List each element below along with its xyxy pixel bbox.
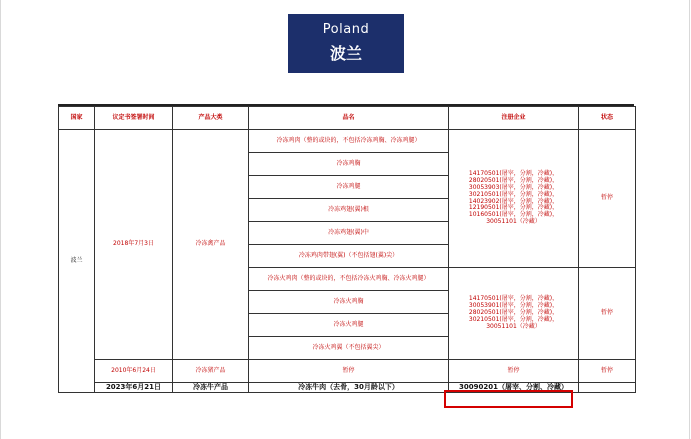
product-cell: 冷冻鸡肉（整的或块的，不包括冷冻鸡胸、冷冻鸡腿） xyxy=(249,130,449,153)
enterprise-line: 28020501(屠宰，分割，冷藏)， xyxy=(468,309,559,317)
product-cell: 冷冻鸡胸 xyxy=(249,153,449,176)
country-cell: 波兰 xyxy=(59,130,95,393)
enterprise-cell: 30090201（屠宰、分割、冷藏） xyxy=(449,383,579,393)
category-cell: 冷冻猪产品 xyxy=(173,360,249,383)
table-row xyxy=(59,130,636,153)
header-country: 国家 xyxy=(59,107,95,130)
sign-date-cell: 2018年7月3日 xyxy=(95,130,173,360)
category-cell: 冷冻牛产品 xyxy=(173,383,249,393)
header-product: 品名 xyxy=(249,107,449,130)
enterprise-line: 14023902(屠宰，分割，冷藏)， xyxy=(468,197,559,205)
enterprise-line: 30053903(屠宰，分割，冷藏)， xyxy=(468,183,559,191)
status-cell: 暂停 xyxy=(579,360,636,383)
enterprise-line: 30051101（冷藏） xyxy=(486,322,541,330)
product-cell: 暂停 xyxy=(249,360,449,383)
sign-date-cell: 2023年6月21日 xyxy=(95,383,173,393)
header-enterprise: 注册企业 xyxy=(449,107,579,130)
status-cell: 暂停 xyxy=(579,130,636,268)
page-border-left xyxy=(0,0,1,439)
page-border-right xyxy=(689,0,690,439)
status-cell xyxy=(579,383,636,393)
product-cell: 冷冻牛肉（去骨，30月龄以下） xyxy=(249,383,449,393)
enterprise-line: 30051101（冷藏） xyxy=(486,218,541,226)
product-cell: 冷冻鸡肉带翅(翼)（不包括翅(翼)尖） xyxy=(249,245,449,268)
header-category: 产品大类 xyxy=(173,107,249,130)
banner-chinese-title: 波兰 xyxy=(329,44,362,63)
table-row xyxy=(59,360,636,383)
banner-english-title: Poland xyxy=(322,22,370,37)
country-banner xyxy=(288,14,404,73)
product-cell: 冷冻鸡翅(翼)根 xyxy=(249,199,449,222)
enterprise-cell: 暂停 xyxy=(449,360,579,383)
enterprise-line: 30210501(屠宰，分割，冷藏)， xyxy=(468,315,559,323)
enterprise-line: 10160501(屠宰，分割，冷藏)， xyxy=(468,211,559,219)
enterprise-line: 28020501(屠宰，分割，冷藏)， xyxy=(468,176,559,184)
enterprise-line: 30053901(屠宰，分割，冷藏)， xyxy=(468,302,559,310)
enterprise-cell xyxy=(449,268,579,360)
highlight-box xyxy=(444,390,573,408)
enterprise-line: 14170501(屠宰，分割，冷藏)， xyxy=(468,169,559,177)
product-cell: 冷冻火鸡腿 xyxy=(249,314,449,337)
product-cell: 冷冻火鸡翼（不包括翼尖） xyxy=(249,337,449,360)
product-cell: 冷冻鸡翅(翼)中 xyxy=(249,222,449,245)
registration-table xyxy=(58,106,636,393)
enterprise-line: 30210501(屠宰，分割，冷藏)， xyxy=(468,190,559,198)
status-cell: 暂停 xyxy=(579,268,636,360)
product-cell: 冷冻鸡腿 xyxy=(249,176,449,199)
category-cell: 冷冻禽产品 xyxy=(173,130,249,360)
header-status: 状态 xyxy=(579,107,636,130)
product-cell: 冷冻火鸡胸 xyxy=(249,291,449,314)
table-header-row xyxy=(59,107,636,130)
enterprise-cell xyxy=(449,130,579,268)
enterprise-line: 14170501(屠宰，分割，冷藏)， xyxy=(468,295,559,303)
sign-date-cell: 2010年6月24日 xyxy=(95,360,173,383)
enterprise-line: 12190501(屠宰，分割，冷藏)， xyxy=(468,204,559,212)
product-cell: 冷冻火鸡肉（整的或块的，不包括冷冻火鸡胸、冷冻火鸡腿） xyxy=(249,268,449,291)
header-sign-date: 议定书签署时间 xyxy=(95,107,173,130)
